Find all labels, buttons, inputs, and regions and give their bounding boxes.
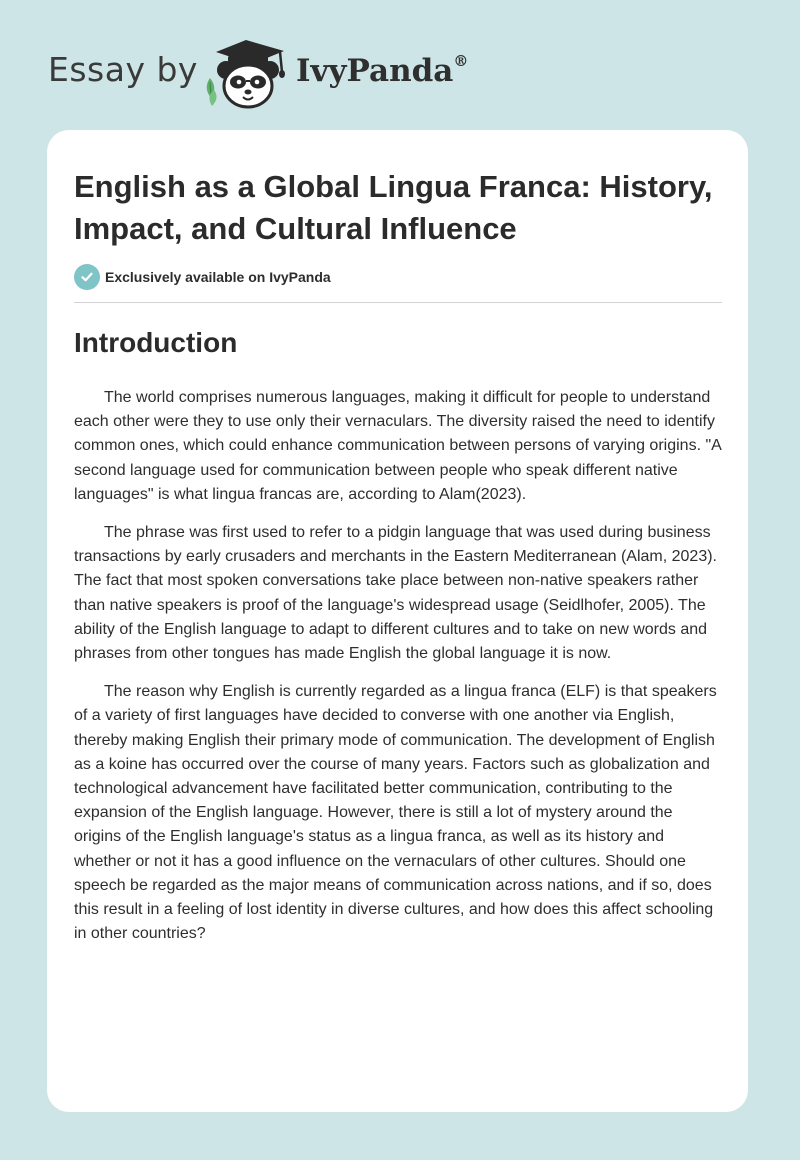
paragraph: The reason why English is currently regarded as a lingua franca (ELF) is that speakers of a variety of first languages have decided to converse with one another via English, thereby making English their primary mode of communication. The development of English as a koine has occurred over the course of many years. Factors such as globalization and technological advancement have facilitated better communication, contributing to the expansion of the English language. However, there is still a lot of mystery around the origins of the English language's status as a lingua franca, as well as its history and whether or not it has a good influence on the vernaculars of other cultures. Should one speech be regarded as the major means of communication across nations, and if so, does this result in a feeling of lost identity in diverse cultures, and how does this affect schooling in other countries? bbox=[74, 683, 717, 943]
site-header bbox=[0, 0, 800, 130]
section-heading: Introduction bbox=[74, 327, 238, 358]
exclusive-badge bbox=[74, 264, 331, 290]
essay-title: English as a Global Lingua Franca: History, Impact, and Cultural Influence bbox=[74, 169, 713, 246]
paragraph: The phrase was first used to refer to a pidgin language that was used during business transactions by early crusaders and merchants in the Eastern Mediterranean (Alam, 2023). The fact that most spoken conversations take place between non-native speakers rather than native speakers is proof of the language's widespread usage (Seidlhofer, 2005). The ability of the English language to adapt to different cultures and to take on new words and phrases from other tongues has made English the global language it is now. bbox=[74, 524, 717, 663]
essay-card bbox=[47, 130, 748, 1112]
check-circle-icon bbox=[74, 264, 100, 290]
essay-by-label: Essay by bbox=[48, 50, 198, 89]
brand-logotype[interactable] bbox=[296, 53, 468, 89]
exclusive-badge-label: Exclusively available on IvyPanda bbox=[105, 269, 331, 285]
paragraph: The world comprises numerous languages, making it difficult for people to understand each other were they to use only their vernaculars. The diversity raised the need to identify common ones, which could enhance communication between persons of varying origins. "A second language used for communication between people who speak different native languages" is what lingua francas are, according to Alam(2023). bbox=[74, 389, 721, 503]
brand-name: IvyPanda bbox=[296, 53, 454, 89]
title-divider bbox=[74, 302, 722, 303]
registered-mark: ® bbox=[453, 51, 469, 70]
panda-graduate-icon bbox=[200, 36, 290, 110]
essay-body bbox=[74, 386, 724, 960]
